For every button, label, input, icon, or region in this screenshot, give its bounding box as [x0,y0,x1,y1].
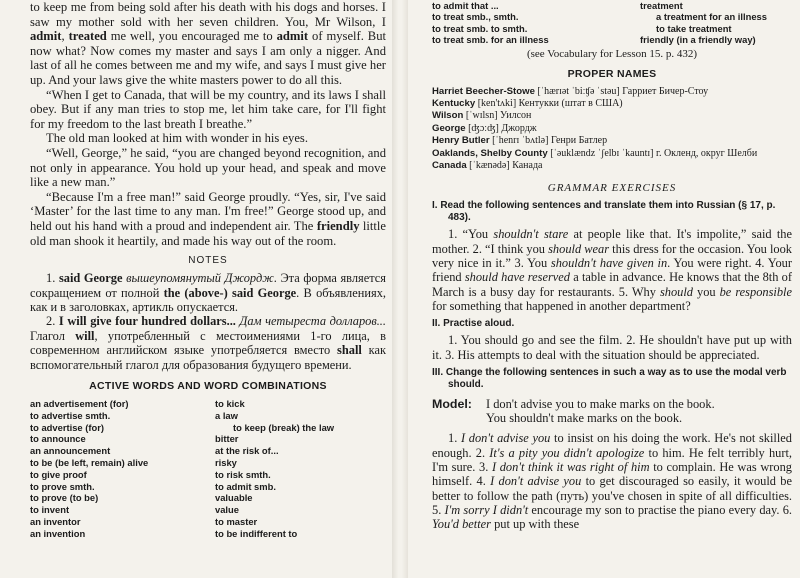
vocab-item: to admit smb. [215,480,276,492]
text-run: 1. [448,431,461,446]
text-run: should have reserved [464,270,570,285]
vocab-item: to be indifferent to [215,527,298,539]
proper-name: Oaklands, Shelby County [432,147,548,159]
story-text [30,0,386,248]
vocab-item: to advertise (for) [30,421,104,433]
text-run: for something that happened in another department? [432,298,691,313]
proper-name-gloss: [ˈhærɪət ˈbiːʧə ˈstəu] Гарриет Бичер-Стоу [534,85,709,97]
text-run: admit [30,29,62,44]
text-run: , [61,29,69,44]
text-run: I don't advise you [490,474,582,489]
exercise-2-heading: II. Practise aloud. [432,318,515,330]
vocab-item: an announcement [30,445,111,457]
text-run: said George [58,271,123,286]
vocab-column-1 [30,398,201,540]
text-run: вышеупомянутый Джордж [126,271,274,286]
model-line: You shouldn't make marks on the book. [486,411,683,426]
proper-name-gloss: [ˈhenrɪ ˈbʌtlə] Генри Батлер [489,135,608,147]
text-run: will [75,328,95,343]
proper-name-entry [432,110,792,122]
text-run: 1. [46,271,59,286]
exercise-3-text [432,431,792,531]
proper-name-entry [432,135,792,147]
vocab-item: treatment [640,0,683,11]
vocab-item: to be (be left, remain) alive [30,456,149,468]
text-run: I will give four hundred dollars... [58,314,236,329]
vocab-item: to announce [30,433,86,445]
active-words-heading: ACTIVE WORDS AND WORD COMBINATIONS [89,379,327,392]
text-run: It's a pity you didn't apologize [489,445,645,460]
text-run: как вспомогательный глагол для образования будущего времени. [30,343,386,372]
story-paragraph [30,190,386,248]
exercise-1-heading: I. Read the following sentences and translate them into Russian (§ 17, p. 483). [432,200,776,224]
vocab-item: to keep (break) the law [233,421,335,433]
proper-name: Canada [432,160,467,172]
text-run: to complain. He was wrong himself. 4. [432,460,792,489]
vocab-item: an advertisement (for) [30,397,129,409]
left-page [0,0,392,578]
text-run: to keep me from being sold after his death with his dogs and horses. I saw my mother sold with her seven children. You, Mr Wilson, I [30,0,386,29]
vocab-item: at the risk of... [215,445,279,457]
text-run: admit [276,29,309,44]
continued-vocab-table [432,0,792,46]
text-run: to get discouraged so easily, it would be better to follow the path (путь) you've chosen in spite of all difficulties. 5. [432,474,792,517]
text-run: to him. He felt terribly hurt, I'm sure. 3. [432,445,792,475]
proper-names-list [432,86,792,173]
vocab-item: to prove smth. [30,480,95,492]
proper-name: George [432,122,466,134]
text-run: . Эта форма является сокращением от полной [30,271,387,300]
text-run: you [692,284,720,299]
text-run: shouldn't have given in [550,256,668,271]
vocab-item: to kick [215,397,245,409]
text-run: I'm sorry I didn't [444,502,529,517]
text-run: The old man looked at him with wonder in his eyes. [46,131,308,146]
text-run: . В объявлениях, как и в заголовках, артикль опускается. [30,285,386,314]
text-run: should [659,284,693,299]
exercise-2-text: 1. You should go and see the film. 2. He shouldn't have put up with it. 3. His attempts to deal with the situation should be appreciated. [432,333,792,362]
text-run: I don't think it was right of him [491,460,650,475]
note-2 [30,314,386,372]
proper-name-entry [432,123,792,135]
text-run: a table in advance. He knows that the 8th of March is a busy day for restaurants. 5. Why [432,270,792,299]
vocab-item: a treatment for an illness [656,11,767,23]
exercise-1-text [432,227,792,313]
text-run: encourage my son to practise the piano every day. 6. [528,502,792,517]
text-run: of myself. But now what? Now comes my master and says I am only a nigger. And last of all he comes between me and my wife, and says I must give her up. And your laws give the white masters power to do all this. [30,29,387,87]
text-run: 2. [46,314,59,329]
exercise-3-heading: III. Change the following sentences in such a way as to use the modal verb should. [432,366,787,390]
text-run: little old man shook it heartily, and made his way out of the room. [30,218,387,248]
note-1 [30,271,386,314]
text-run: friendly [316,218,360,233]
text-run: . You were right. 4. Your friend [432,256,792,285]
right-page [408,0,800,578]
vocab-item: a law [215,409,238,421]
vocab-column-2 [582,0,792,46]
text-run: the (above-) said George [163,285,297,300]
text-run: 1. “You [448,227,494,242]
story-paragraph [30,131,386,146]
vocab-item: to treat smb. to smth. [432,22,528,34]
active-words-table [30,398,386,540]
proper-name-entry [432,148,792,160]
proper-name-gloss: [ʤɔːʤ] Джордж [465,122,537,134]
vocab-item: to give proof [30,468,87,480]
vocab-item: an inventor [30,515,81,527]
proper-name-gloss: [ˈkænədə] Канада [466,160,543,172]
grammar-heading: GRAMMAR EXERCISES [547,182,677,195]
vocab-item: valuable [215,492,253,504]
vocab-column-2 [201,398,386,540]
text-run: , употребленный с местоимениями 1-го лица, в современном английском языке употребляется вместо [30,328,387,358]
model-sentences [486,397,715,426]
vocab-item: to master [215,515,258,527]
text-run: “Well, George,” he said, “you are changed beyond recognition, and not only in appearance. You hold up your head, and speak and move like a new man.” [30,145,386,190]
text-run: You'd better [432,517,491,532]
text-run: put up with these [491,517,580,532]
text-run: this dress for the occasion. You look very nice in it.” 3. You [432,241,792,271]
proper-name: Wilson [432,110,464,122]
text-run: Дам четыреста долларов... [239,314,387,329]
story-paragraph [30,0,386,88]
text-run: “Because I'm a free man!” said George proudly. “Yes, sir, I've said ‘Master’ for the last time to any man. I'm free!” George stood up, and held out his hand with a proud and independent air. The [30,189,386,233]
vocab-item: risky [215,456,237,468]
text-run: at people like that. It's impolite,” said the mother. 2. “I think you [432,227,792,256]
model-label: Model: [432,396,472,411]
vocab-item: to risk smth. [215,468,271,480]
proper-name: Harriet Beecher-Stowe [432,85,535,97]
vocab-item: to invent [30,504,70,516]
proper-name: Kentucky [432,98,476,110]
proper-name-entry [432,160,792,172]
text-run: “When I get to Canada, that will be my country, and its laws I shall obey. But if any man tries to stop me, let him take care, for I'll fight for my freedom to the last breath I breathe.” [30,87,386,131]
proper-name-entry [432,86,792,98]
story-paragraph [30,88,386,132]
text-run: treated [68,29,107,44]
vocab-item: to prove (to be) [30,492,99,504]
vocab-item: to admit that ... [432,0,499,11]
vocab-column-1 [432,0,582,46]
text-run: to insist on his doing the work. He's not skilled enough. 2. [432,431,792,460]
notes-heading: NOTES [188,255,228,267]
text-run: be responsible [719,284,792,299]
model-line: I don't advise you to make marks on the book. [486,396,715,411]
vocab-item: value [215,504,239,516]
vocab-item: to advertise smth. [30,409,111,421]
text-run: shouldn't stare [493,227,569,242]
text-run: should wear [548,241,610,256]
proper-name: Henry Butler [432,135,490,147]
story-paragraph [30,146,386,190]
text-run: I don't advise you [460,431,551,446]
proper-name-gloss: [ˈəuklændz ˈʃelbɪ ˈkauntɪ] г. Окленд, округ Шелби [547,147,758,159]
vocab-item: friendly (in a friendly way) [640,34,756,46]
proper-name-gloss: [ken'tʌki] Кентукки (штат в США) [475,98,623,110]
text-run: Глагол [30,328,76,343]
proper-name-gloss: [ˈwɪlsn] Уилсон [463,110,532,122]
proper-names-heading: PROPER NAMES [567,67,657,80]
text-run: shall [337,343,362,358]
model-example [432,397,792,426]
vocab-item: to treat smb., smth. [432,11,519,23]
proper-name-entry [432,98,792,110]
vocab-item: to treat smb. for an illness [432,34,549,46]
vocab-item: bitter [215,433,239,445]
vocabulary-reference: (see Vocabulary for Lesson 15. p. 432) [526,47,698,60]
vocab-item: an invention [30,527,86,539]
vocab-item: to take treatment [656,22,732,34]
text-run: me well, you encouraged me to [106,29,277,44]
book-gutter [392,0,408,578]
